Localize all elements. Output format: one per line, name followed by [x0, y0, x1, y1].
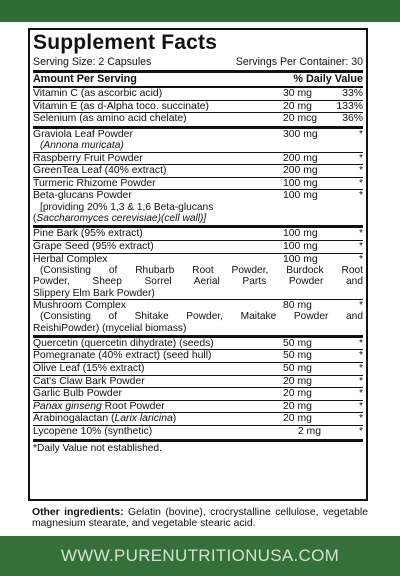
table-header — [33, 73, 363, 86]
nutrient-row: Vitamin C (as ascorbic acid) 30 mg 33% — [33, 88, 363, 99]
herbal-detail: Slippery Elm Bark Powder) — [33, 287, 155, 299]
ingredient-row: Lycopene 10% (synthetic) 2 mg * — [33, 425, 363, 437]
ingredient-row: Pine Bark (95% extract) 100 mg * — [33, 228, 363, 240]
top-green-band — [0, 0, 400, 22]
ingredient-row: Grape Seed (95% extract) 100 mg * — [33, 240, 363, 252]
ingredient-row: Arabinogalactan (Larix laricina) 20 mg * — [33, 413, 363, 425]
ingredient-row: Quercetin (quercetin dihydrate) (seeds) 50 mg * — [33, 337, 363, 349]
mushroom-detail: ReishiPowder) (mycelial biomass) — [33, 322, 187, 334]
nutrient-row: Selenium (as amino acid chelate) 20 mcg 36% — [33, 113, 363, 125]
ingredient-row: Olive Leaf (15% extract) 50 mg * — [33, 362, 363, 374]
ingredient-row: Pomegranate (40% extract) (seed hull) 50 mg * — [33, 350, 363, 362]
other-ingredients — [32, 507, 368, 529]
ingredient-row: Panax ginseng Root Powder 20 mg * — [33, 400, 363, 412]
graviola-latin: (Annona muricata) — [40, 140, 124, 152]
mushroom-detail: (Consisting of Shitake Powder, Maitake Powder and — [40, 311, 363, 323]
ingredient-row: Graviola Leaf Powder 300 mg * — [33, 128, 363, 140]
facts-title: Supplement Facts — [33, 31, 218, 54]
dv-header: % Daily Value — [293, 73, 363, 85]
ingredient-row: Herbal Complex 100 mg * — [33, 253, 363, 265]
ingredient-row: Turmeric Rhizome Powder 100 mg * — [33, 177, 363, 189]
other-ingredients-label: Other ingredients: — [32, 507, 124, 518]
ingredient-row: GreenTea Leaf (40% extract) 200 mg * — [33, 165, 363, 177]
beta-detail: (Saccharomyces cerevisiae)(cell wall)] — [33, 213, 207, 225]
other-ingredients-text: Gelatin (bovine), crocrystalline cellulose, vegetable magnesium stearate, and vegetable stearic acid. — [32, 507, 369, 529]
serving-size: Serving Size: 2 Capsules — [33, 56, 152, 68]
footnote: *Daily Value not established. — [33, 442, 162, 454]
website-url: WWW.PURENUTRITIONUSA.COM — [60, 546, 340, 565]
ingredient-row: Cat's Claw Bark Powder 20 mg * — [33, 375, 363, 387]
ingredient-row: Beta-glucans Powder 100 mg * — [33, 190, 363, 202]
supplement-facts-box — [28, 28, 368, 501]
servings-per-container: Servings Per Container: 30 — [235, 56, 363, 68]
beta-detail: [providing 20% 1,3 & 1,6 Beta-glucans — [40, 201, 214, 213]
herbal-detail: Powder, Sheep Sorrel Aerial Parts Powder and — [33, 276, 363, 288]
nutrient-row: Vitamin E (as d-Alpha toco. succinate) 20 mg 133% — [33, 100, 363, 112]
serving-info — [33, 56, 363, 69]
herbal-detail: (Consisting of Rhubarb Root Powder, Burdock Root — [40, 265, 363, 277]
ingredient-row: Mushroom Complex 80 mg * — [33, 299, 363, 311]
ingredient-row: Raspberry Fruit Powder 200 mg * — [33, 152, 363, 164]
ingredient-row: Garlic Bulb Powder 20 mg * — [33, 388, 363, 400]
amount-header: Amount Per Serving — [33, 73, 137, 85]
